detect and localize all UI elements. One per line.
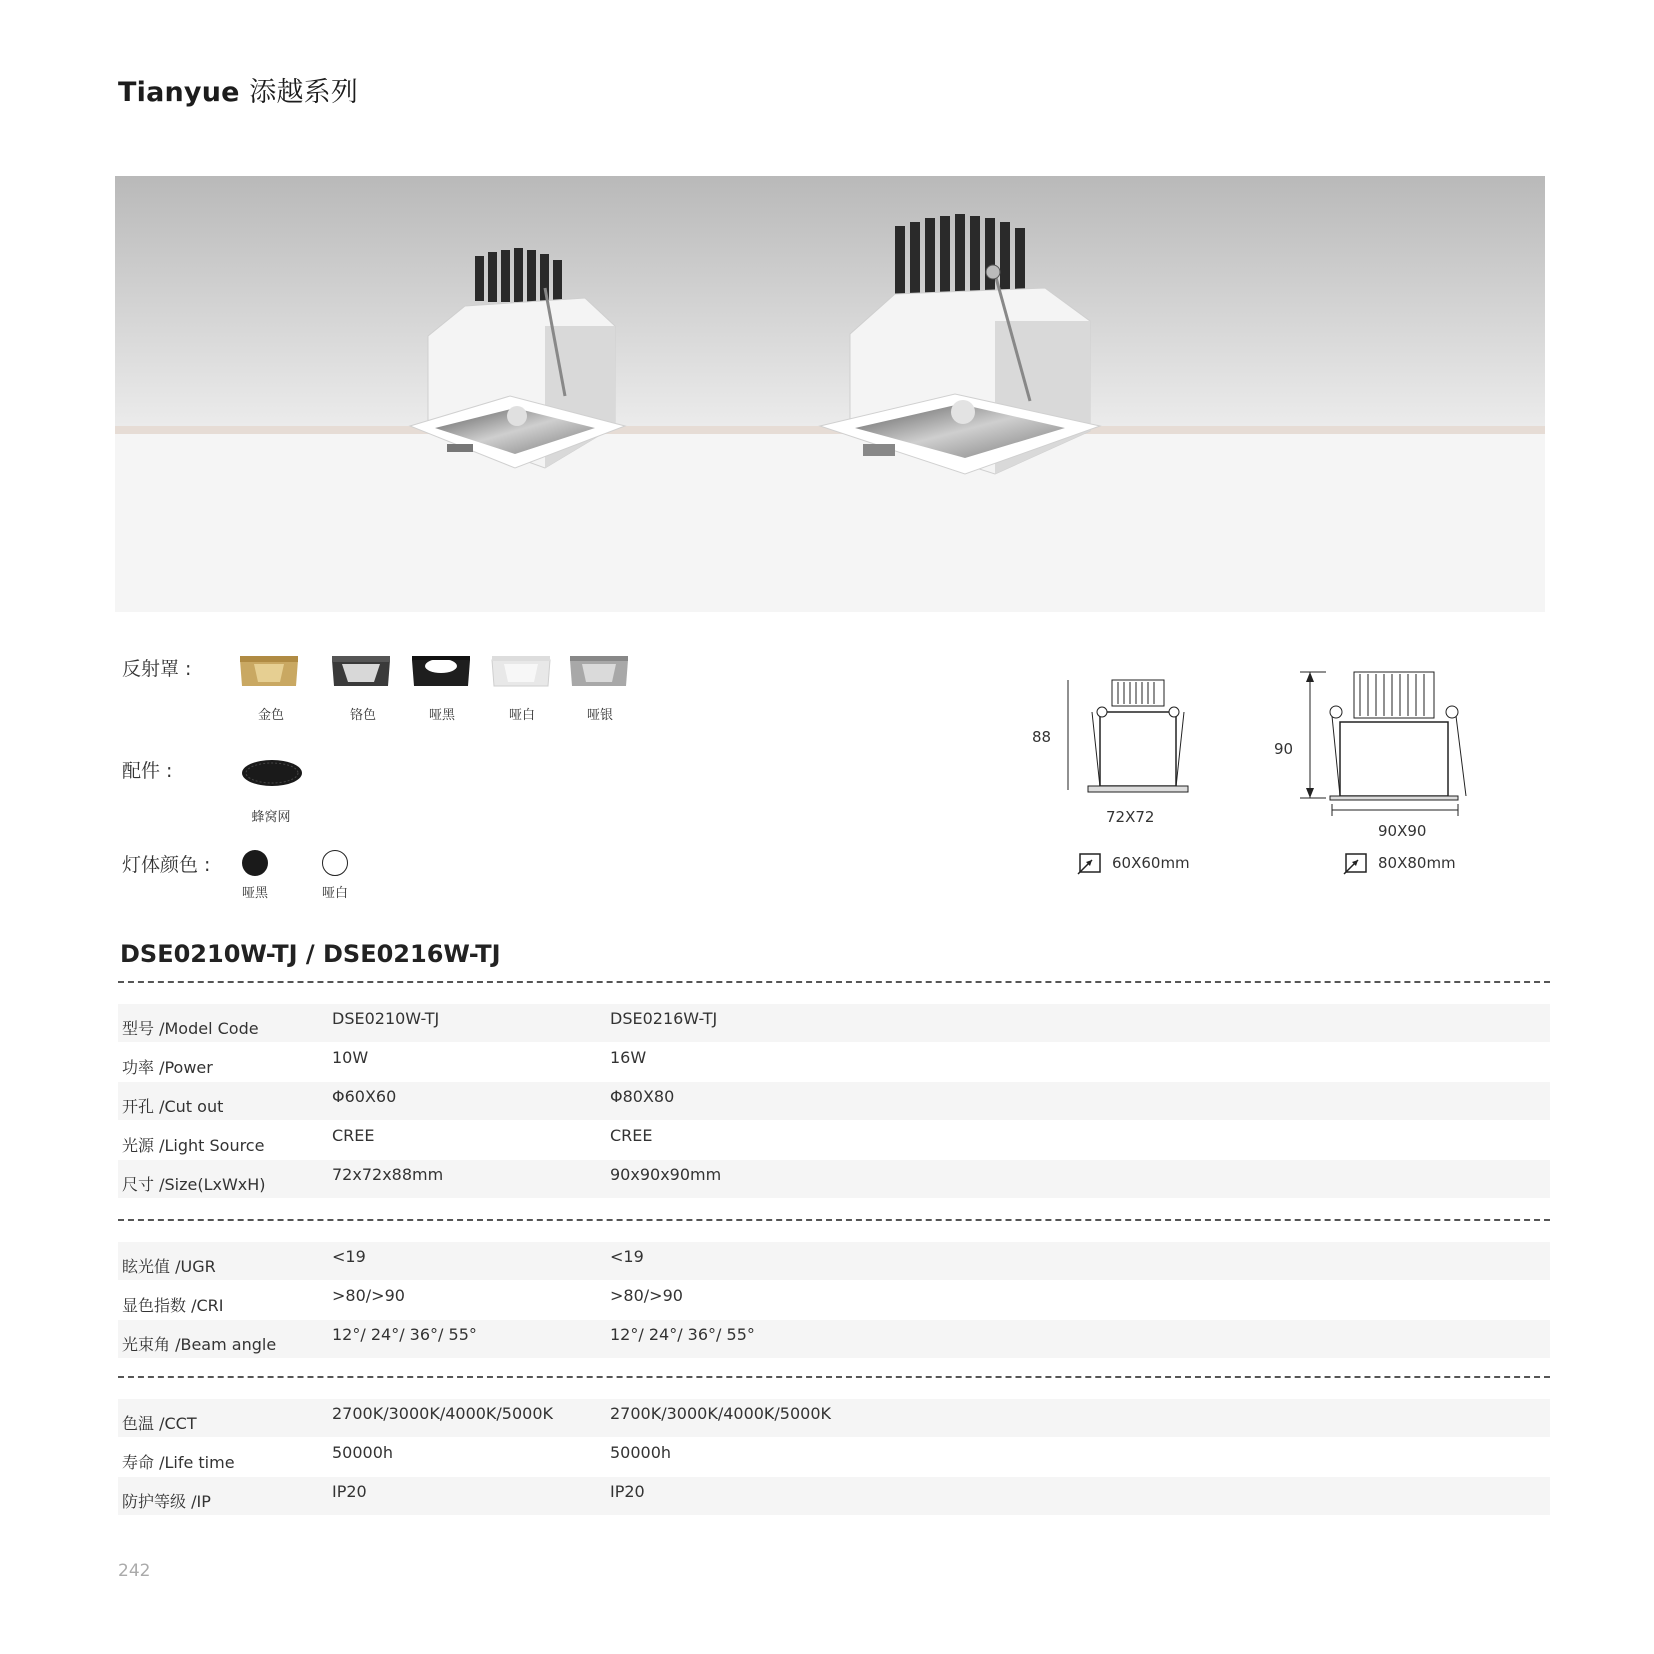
accessory-caption: 蜂窝网	[251, 810, 291, 825]
row-label: 防护等级 /IP	[122, 1492, 211, 1511]
table-row	[118, 1082, 1550, 1120]
row-value-a: DSE0210W-TJ	[332, 1009, 440, 1028]
row-label: 显色指数 /CRI	[122, 1296, 224, 1315]
drawing-small-width: 72X72	[1106, 808, 1155, 826]
reflector-swatch-matte-black	[410, 650, 472, 696]
row-label: 开孔 /Cut out	[122, 1097, 224, 1116]
divider	[118, 1376, 1550, 1378]
divider	[118, 981, 1550, 983]
row-value-a: IP20	[332, 1482, 367, 1501]
row-value-a: >80/>90	[332, 1286, 405, 1305]
row-value-a: <19	[332, 1247, 366, 1266]
drawing-small-height: 88	[1032, 728, 1052, 746]
row-label: 尺寸 /Size(LxWxH)	[122, 1175, 266, 1194]
row-value-b: CREE	[610, 1126, 653, 1145]
row-label: 光束角 /Beam angle	[122, 1335, 277, 1354]
row-value-b: IP20	[610, 1482, 645, 1501]
row-value-b: 16W	[610, 1048, 647, 1067]
series-title	[118, 70, 358, 109]
spec-title: DSE0210W-TJ / DSE0216W-TJ	[120, 940, 501, 968]
reflector-caption-chrome: 铬色	[349, 708, 376, 723]
table-row	[118, 1160, 1550, 1198]
honeycomb-mesh-image	[240, 756, 304, 794]
body-color-white-dot	[322, 850, 348, 876]
row-value-a: Φ60X60	[332, 1087, 397, 1106]
reflector-swatch-matte-white	[490, 650, 552, 696]
series-name-cn: 添越系列	[249, 77, 359, 108]
row-value-b: Φ80X80	[610, 1087, 675, 1106]
table-row	[118, 1121, 1550, 1159]
table-row	[118, 1242, 1550, 1280]
table-row	[118, 1320, 1550, 1358]
reflector-caption-matte-silver: 哑银	[586, 708, 613, 723]
reflector-caption-matte-white: 哑白	[508, 708, 535, 723]
row-value-b: >80/>90	[610, 1286, 683, 1305]
row-value-b: DSE0216W-TJ	[610, 1009, 718, 1028]
divider	[118, 1219, 1550, 1221]
body-color-caption-white: 哑白	[321, 886, 348, 901]
table-row	[118, 1399, 1550, 1437]
drawing-large-height: 90	[1274, 740, 1294, 758]
row-value-a: 10W	[332, 1048, 369, 1067]
row-label: 功率 /Power	[122, 1058, 213, 1077]
accessory-label: 配件 :	[122, 760, 173, 782]
product-hero-image	[115, 176, 1545, 612]
drawing-large	[1296, 666, 1476, 820]
row-label: 光源 /Light Source	[122, 1136, 265, 1155]
table-row	[118, 1477, 1550, 1515]
table-row	[118, 1043, 1550, 1081]
row-label: 眩光值 /UGR	[122, 1257, 216, 1276]
body-color-caption-black: 哑黑	[241, 886, 268, 901]
cutout-large: 80X80mm	[1378, 854, 1456, 872]
table-row	[118, 1438, 1550, 1476]
row-value-b: <19	[610, 1247, 644, 1266]
row-value-a: 2700K/3000K/4000K/5000K	[332, 1404, 554, 1423]
reflector-caption-gold: 金色	[257, 708, 284, 723]
table-row	[118, 1281, 1550, 1319]
row-label: 型号 /Model Code	[122, 1019, 259, 1038]
body-color-black-dot	[242, 850, 268, 876]
table-row	[118, 1004, 1550, 1042]
row-value-b: 50000h	[610, 1443, 672, 1462]
reflector-swatch-gold	[238, 650, 300, 696]
drawing-small	[1060, 672, 1200, 806]
page-number: 242	[118, 1561, 151, 1581]
cutout-small: 60X60mm	[1112, 854, 1190, 872]
body-color-label: 灯体颜色 :	[122, 854, 211, 876]
drawing-large-width: 90X90	[1378, 822, 1427, 840]
row-value-a: 50000h	[332, 1443, 394, 1462]
cutout-icon	[1076, 852, 1102, 880]
reflector-swatch-matte-silver	[568, 650, 630, 696]
row-value-b: 2700K/3000K/4000K/5000K	[610, 1404, 832, 1423]
reflector-caption-matte-black: 哑黑	[428, 708, 455, 723]
brand-name: Tianyue	[118, 77, 240, 108]
row-value-a: CREE	[332, 1126, 375, 1145]
row-value-b: 12°/ 24°/ 36°/ 55°	[610, 1325, 755, 1344]
row-label: 寿命 /Life time	[122, 1453, 235, 1472]
reflector-swatch-chrome	[330, 650, 392, 696]
row-value-b: 90x90x90mm	[610, 1165, 722, 1184]
row-value-a: 12°/ 24°/ 36°/ 55°	[332, 1325, 477, 1344]
row-label: 色温 /CCT	[122, 1414, 197, 1433]
row-value-a: 72x72x88mm	[332, 1165, 444, 1184]
reflector-label: 反射罩 :	[122, 658, 192, 680]
cutout-icon	[1342, 852, 1368, 880]
